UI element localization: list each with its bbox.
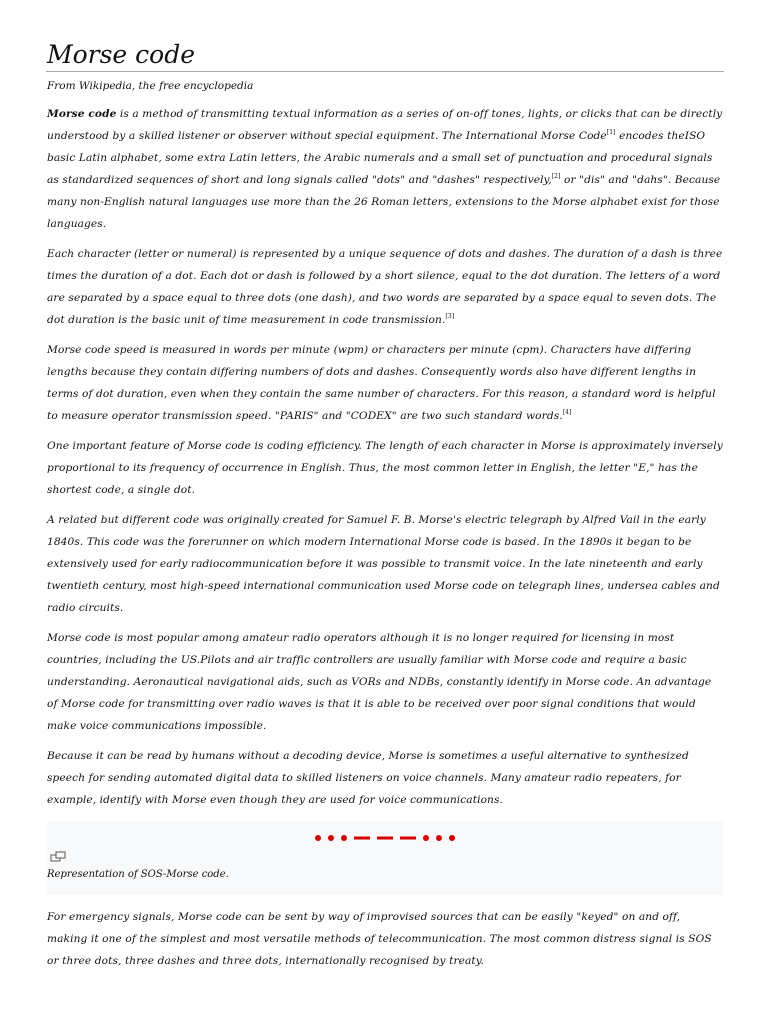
title-divider (46, 71, 724, 72)
sos-figure (47, 821, 723, 895)
paragraph-text: encodes theISO basic Latin alphabet, some extra Latin letters, the Arabic numerals and a small set of punctuation and procedural signals as standardized sequences of short and long signals called "dots" and "dashes" respectively, (47, 129, 713, 186)
paragraph-text: Morse code is most popular among amateur radio operators although it is no longer required for licensing in most countries, including the US.Pilots and air traffic controllers are usually familiar with Morse code and require a basic understanding. Aeronautical navigational aids, such as VORs and NDBs, constantly identify in Morse code. An advantage of Morse code for transmitting over radio waves is that it is able to be received over poor signal conditions that would make voice communications impossible. (47, 632, 712, 733)
lead-term: Morse code (47, 108, 117, 120)
paragraph-text: Morse code speed is measured in words per minute (wpm) or characters per minute (cpm). Characters have differing lengths because they contain differing numbers of dots and dashes. Consequently words also have different lengths in terms of dot duration, even when they contain the same number of characters. For this reason, a standard word is helpful to measure operator transmission speed. "PARIS" and "CODEX" are two such standard words. (47, 344, 716, 422)
paragraph-text: One important feature of Morse code is coding efficiency. The length of each character in Morse is approximately inversely proportional to its frequency of occurrence in English. Thus, the most common letter in English, the letter "E," has the shortest code, a single dot. (47, 440, 723, 496)
page-title: Morse code (47, 40, 196, 69)
morse-dash (354, 836, 370, 839)
paragraph-text: or "dis" and "dahs". Because many non-English natural languages use more than the 26 Roman letters, extensions to the Morse alphabet exist for those languages. (47, 173, 721, 230)
paragraph-usage (47, 628, 723, 738)
site-tagline: From Wikipedia, the free encyclopedia (47, 80, 254, 92)
paragraph-text: Because it can be read by humans without a decoding device, Morse is sometimes a useful alternative to synthesized speech for sending automated digital data to skilled listeners on voice channels. Many amateur radio repeaters, for example, identify with Morse even though they are used for voice communications. (47, 750, 689, 807)
morse-dot (315, 835, 321, 841)
article-body (47, 104, 723, 981)
paragraph-synthesized (47, 746, 723, 812)
figure-caption: Representation of SOS-Morse code. (47, 868, 229, 880)
reference-link[interactable]: [2] (551, 172, 561, 180)
paragraph-speed (47, 340, 723, 428)
paragraph-text: is a method of transmitting textual information as a series of on-off tones, lights, or clicks that can be directly understood by a skilled listener or observer without special equipment. The International Morse Code (47, 108, 723, 142)
paragraph-text: Each character (letter or numeral) is represented by a unique sequence of dots and dashes. The duration of a dash is three times the duration of a dot. Each dot or dash is followed by a short silence, equal to the dot duration. The letters of a word are separated by a space equal to three dots (one dash), and two words are separated by a space equal to seven dots. The dot duration is the basic unit of time measurement in code transmission. (47, 247, 723, 326)
paragraph-efficiency (47, 436, 723, 502)
morse-dot (341, 835, 347, 841)
reference-link[interactable]: [4] (562, 408, 572, 416)
paragraph-intro (47, 104, 723, 235)
morse-dot (436, 835, 442, 841)
paragraph-timing (47, 244, 723, 332)
morse-dot (423, 835, 429, 841)
reference-link[interactable]: [3] (445, 312, 455, 320)
morse-dash (400, 836, 416, 839)
morse-dot (328, 835, 334, 841)
paragraph-text: A related but different code was originally created for Samuel F. B. Morse's electric telegraph by Alfred Vail in the early 1840s. This code was the forerunner on which modern International Morse code is based. In the 1890s it began to be extensively used for early radiocommunication before it was possible to transmit voice. In the late nineteenth and early twentieth century, most high-speed international communication used Morse code on telegraph lines, undersea cables and radio circuits. (47, 514, 720, 615)
paragraph-text: For emergency signals, Morse code can be sent by way of improvised sources that can be easily "keyed" on and off, making it one of the simplest and most versatile methods of telecommunication. The most common distress signal is SOS or three dots, three dashes and three dots, internationally recognised by treaty. (47, 910, 712, 967)
paragraph-history (47, 510, 723, 620)
reference-link[interactable]: [1] (606, 128, 616, 136)
morse-dot (449, 835, 455, 841)
enlarge-icon[interactable] (50, 851, 66, 863)
paragraph-emergency (47, 907, 723, 973)
sos-signal (47, 831, 723, 845)
morse-dash (377, 836, 393, 839)
